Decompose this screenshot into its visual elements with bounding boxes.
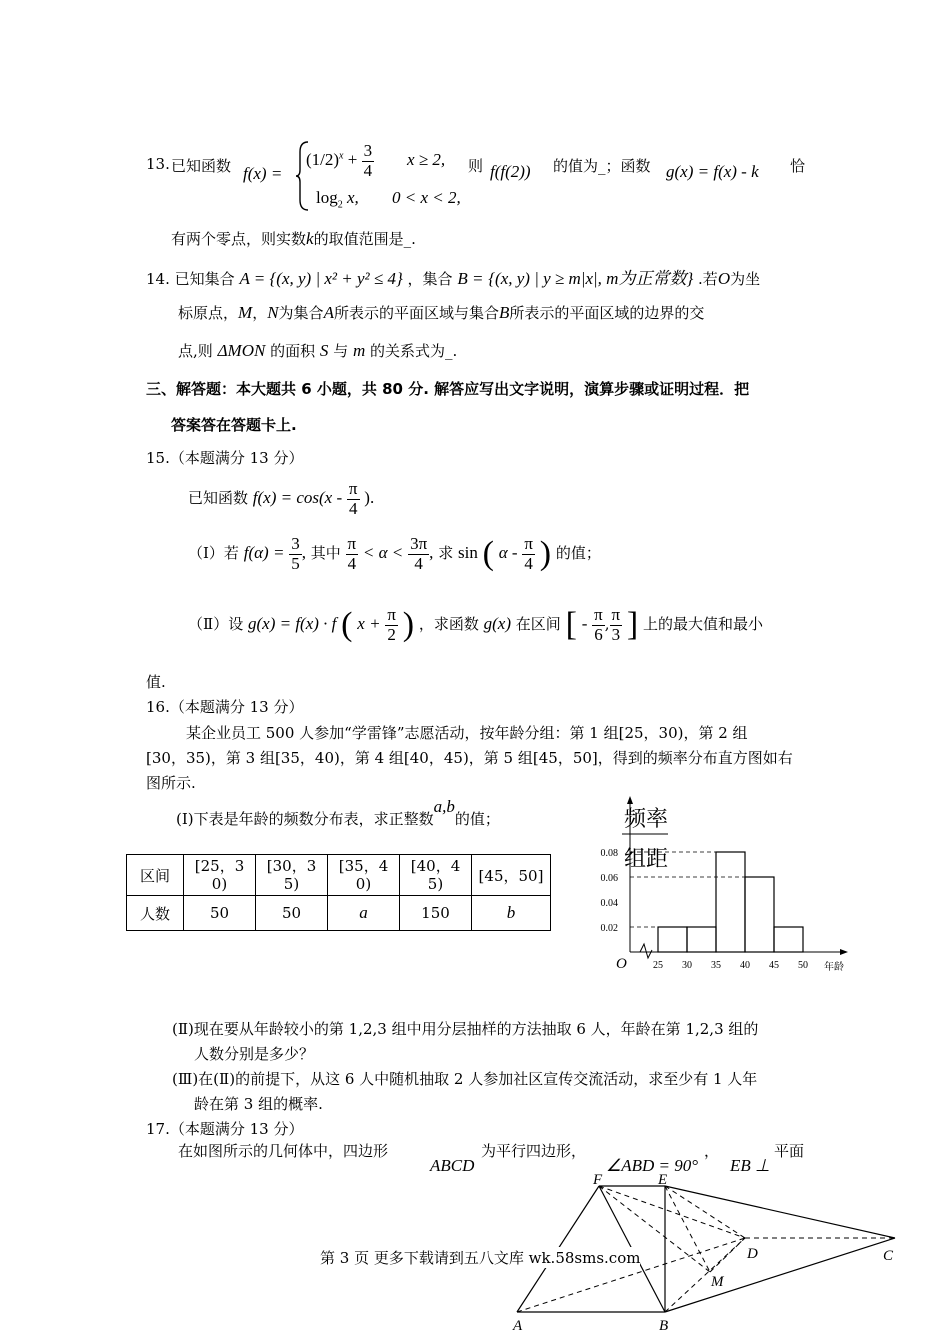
q17-abcd: ABCD [430, 1156, 475, 1175]
table-row-label: 人数 [127, 896, 184, 931]
q17-line1-d: 平面 [774, 1142, 805, 1160]
q15-p1-comma2: , [429, 543, 434, 563]
q17-eb: EB ⊥ [730, 1156, 770, 1175]
q14-number: 14. [146, 270, 170, 288]
q14-line2 [178, 302, 704, 323]
interval-3-bottom: 0) [355, 875, 372, 893]
q17-line1-c: ， [704, 1142, 720, 1160]
q14-line1-a: 已知集合 [174, 270, 235, 288]
table-count-1: 50 [184, 896, 256, 931]
frequency-table [126, 854, 551, 931]
q13-frac-den: 4 [363, 160, 373, 180]
q15-p1-lparen: ( [482, 535, 494, 573]
edge-ed [665, 1186, 745, 1238]
histogram-bar [716, 852, 745, 952]
x-tick-label: 50 [798, 960, 808, 971]
axis-break [640, 944, 652, 958]
q13-line2 [171, 228, 416, 249]
q14-line3-c: 与 [333, 342, 349, 360]
edge-bc [665, 1238, 895, 1312]
q14-line1-c: .若 [698, 270, 718, 288]
q15-def-four: 4 [348, 498, 358, 518]
q14-line1-d: 为坐 [730, 270, 761, 288]
q15-p2-frac-6 [592, 606, 605, 644]
q16-p3-line1: (Ⅲ)在(Ⅱ)的前提下，从这 6 人中随机抽取 2 人参加社区宣传交流活动，求至少有 1 人年 [172, 1070, 758, 1088]
q15-p1-frac-pi [346, 535, 359, 573]
frequency-histogram [590, 790, 860, 980]
table-count-5: b [472, 896, 551, 931]
q17-line1-b: 为平行四边形， [481, 1142, 587, 1160]
q16-p2-line1: (Ⅱ)现在要从年龄较小的第 1,2,3 组中用分层抽样的方法抽取 6 人，年龄在第 1,2,3 组的 [172, 1020, 759, 1038]
q15-p2-tail: 上的最大值和最小 [643, 615, 764, 634]
q15-p1 [188, 535, 601, 573]
histogram-bar [687, 927, 716, 952]
label-m: M [711, 1274, 724, 1290]
q16-p1 [176, 797, 500, 829]
x-axis-label: 年龄 [824, 962, 844, 973]
q15-p1-lt: < α < [362, 543, 404, 563]
y-axis-label-top: 频率 [624, 807, 669, 832]
x-tick-label: 25 [653, 960, 663, 971]
x-tick-label: 45 [769, 960, 779, 971]
q15-p2-frac-3 [610, 606, 623, 644]
q15-p2-six: 6 [594, 624, 603, 644]
q15-p2-pi: π [387, 605, 396, 624]
q15-p2-pi3: π [611, 605, 621, 624]
table-count-3: a [328, 896, 400, 931]
y-tick-label: 0.04 [600, 898, 618, 909]
edge-fd [599, 1186, 745, 1238]
q13-case1-cond [407, 150, 445, 170]
table-count-4: 150 [400, 896, 472, 931]
q13-case2-cond: 0 < x < 2, [392, 188, 461, 207]
q14-line3 [178, 340, 457, 361]
q14-line2-d: 所表示的平面区域的边界的交 [509, 304, 705, 322]
page-footer: 第 3 页 更多下载请到五八文库 wk.58sms.com [320, 1249, 641, 1267]
q16-p1-b: 的值； [454, 810, 500, 828]
label-c: C [883, 1248, 894, 1264]
q16-header: 16.（本题满分 13 分） [146, 698, 304, 716]
q17-line1-a: 在如图所示的几何体中，四边形 [178, 1142, 389, 1160]
label-e: E [658, 1172, 668, 1188]
q16-p1-ab: a,b [433, 797, 455, 816]
q16-intro2: [30，35)，第 3 组[35，40)，第 4 组[40，45)，第 5 组[45，50]，得到的频率分布直方图如右 [146, 749, 793, 767]
q15-p1-label: （Ⅰ）若 [188, 544, 239, 563]
q14-comma: ， [252, 304, 268, 322]
q16-p2-line2: 人数分别是多少？ [194, 1045, 315, 1063]
q14-line1-b: ，集合 [407, 270, 453, 288]
q15-p1-end: 的值； [555, 544, 601, 563]
q15-p1-den: 5 [291, 553, 300, 573]
interval-2-bottom: 5) [283, 875, 300, 893]
q13-gx: g(x) = f(x) - k [666, 162, 759, 181]
q14-line2-b: 为集合 [278, 304, 324, 322]
histogram-bar [774, 927, 803, 952]
histogram-bar [658, 927, 687, 952]
q13-case1-base: (1/2) [306, 150, 340, 170]
table-interval-4 [400, 855, 472, 896]
section3-line2: 答案答在答题卡上. [171, 416, 297, 434]
q14-set-b: {(x, y) | y ≥ m|x|, m为正常数} [488, 269, 694, 288]
q13-log-base: 2 [337, 199, 343, 211]
table-interval-3 [328, 855, 400, 896]
q15-p2-rbracket: ] [626, 606, 639, 644]
q15-p2-xplus: x + [357, 614, 381, 634]
label-f: F [593, 1172, 603, 1188]
q16-p1-a: (Ⅰ)下表是年龄的频数分布表，求正整数 [176, 810, 434, 828]
q15-def-pi: π [348, 479, 358, 498]
q14-line2-a: 标原点， [178, 304, 239, 322]
interval-2-top: [30，3 [266, 857, 317, 875]
q15-p1-3pi: 3π [410, 534, 428, 553]
q15-header: 15.（本题满分 13 分） [146, 449, 304, 467]
table-header-row [127, 855, 551, 896]
q17-header: 17.（本题满分 13 分） [146, 1120, 304, 1138]
q15-p2-three: 3 [611, 624, 621, 644]
q13-case1-exp: x [339, 150, 344, 162]
q15-p2-find: ，求函数 [418, 615, 479, 634]
table-count-row [127, 896, 551, 931]
q14-m: m [352, 341, 366, 360]
q14-line2-c: 所表示的平面区域与集合 [333, 304, 499, 322]
x-tick-label: 40 [740, 960, 750, 971]
q14-a: A [323, 303, 334, 322]
q15-p1-find: 求 [438, 544, 454, 563]
table-interval-5 [472, 855, 551, 896]
interval-3-top: [35，4 [338, 857, 389, 875]
q15-def-fx: f(x) = cos(x - [252, 488, 343, 508]
q15-def [188, 480, 374, 518]
histogram-bar [745, 877, 774, 952]
q15-p2-lbracket: [ [565, 606, 577, 644]
q13-line2-a: 有两个零点，则实数 [171, 230, 307, 248]
q13-value-of: 的值为_；函数 [553, 157, 651, 175]
q15-p1-f: f(α) = [243, 543, 285, 563]
q15-p2-rparen: ) [402, 606, 415, 644]
label-d: D [747, 1246, 758, 1262]
interval-1-bottom: 0) [211, 875, 228, 893]
q15-p1-rparen: ) [539, 535, 552, 573]
q14-mon: ΔMON [217, 341, 266, 360]
q13-case1-cond-text: x ≥ 2, [407, 150, 446, 169]
q15-p2-end: 值. [146, 673, 166, 691]
q15-p1-where: 其中 [310, 544, 341, 563]
label-b: B [659, 1318, 669, 1334]
q14-line3-b: 的面积 [270, 342, 316, 360]
edge-bd [665, 1238, 745, 1312]
q13-log-var: x, [346, 188, 359, 207]
label-a: A [513, 1318, 523, 1334]
q16-intro3: 图所示. [146, 774, 196, 792]
q15-p2-minus: - [581, 614, 588, 634]
interval-1-top: [25，3 [194, 857, 245, 875]
q15-p1-alpha: α - [498, 543, 518, 563]
q15-p1-comma: , [301, 543, 306, 563]
q14-m-point: M [238, 303, 253, 322]
interval-4-bottom: 5) [427, 875, 444, 893]
q14-set-b-name: B = [457, 269, 484, 288]
y-tick-label: 0.02 [600, 923, 618, 934]
q13-ffx: f(f(2)) [490, 162, 531, 181]
q14-set-a: A = {(x, y) | x² + y² ≤ 4} [239, 269, 403, 288]
interval-5-top: [45，50] [478, 866, 544, 885]
q13-qia: 恰 [790, 157, 806, 175]
q14-line3-a: 点,则 [178, 342, 213, 360]
q15-p2-lparen: ( [341, 606, 353, 644]
q15-def-a: 已知函数 [188, 489, 249, 508]
q13-case2 [316, 188, 359, 210]
q14-o: O [717, 269, 731, 288]
q15-p1-frac-pi2 [522, 535, 535, 573]
y-tick-label: 0.06 [600, 873, 618, 884]
q14-s: S [319, 341, 329, 360]
table-interval-1 [184, 855, 256, 896]
y-axis-arrow [627, 796, 633, 804]
y-tick-label: 0.08 [600, 848, 618, 859]
q13-prefix: 已知函数 [171, 157, 232, 175]
q16-p3-line2: 龄在第 3 组的概率. [194, 1095, 323, 1113]
q15-p2-label: （Ⅱ）设 [188, 615, 244, 634]
q14-n-point: N [267, 303, 279, 322]
q13-frac-num: 3 [363, 141, 373, 160]
origin-label: O [616, 956, 627, 972]
edge-ec [665, 1186, 895, 1238]
section3-line1: 三、解答题：本大题共 6 小题，共 80 分. 解答应写出文字说明，演算步骤或证明过程．把 [146, 380, 750, 398]
q15-p1-sin: sin [457, 543, 478, 563]
q13-log: log [316, 188, 338, 207]
q15-p2-interval: 在区间 [515, 615, 561, 634]
q16-intro1: 某企业员工 500 人参加“学雷锋”志愿活动，按年龄分组：第 1 组[25，30)，第 2 组 [186, 724, 748, 742]
q13-case1-plus: + [347, 150, 358, 170]
q15-p2: （Ⅱ）设 g(x) = f(x) · f ( x + $\frac{\pi}{2}$ ) ，求函数 g(x) 在区间 [ - $\frac{\pi}{6}$ , $\frac{\pi}{3}$ ] 上的最大值和最小 [188, 605, 764, 644]
q15-p2-pi6: π [594, 605, 603, 624]
interval-4-top: [40，4 [410, 857, 461, 875]
q15-p1-frac-3pi [408, 535, 429, 573]
q13-then: 则 [468, 157, 484, 175]
q15-p1-pi2: π [524, 534, 533, 553]
q13-number: 13. [146, 155, 170, 173]
q15-p1-four3: 4 [524, 553, 533, 573]
q15-def-frac [347, 480, 360, 518]
x-tick-label: 30 [682, 960, 692, 971]
q15-p1-four: 4 [347, 553, 357, 573]
edge-em [665, 1186, 710, 1272]
table-header-label: 区间 [127, 855, 184, 896]
q17-angle: ∠ABD = 90° [606, 1156, 699, 1175]
q13-line2-b: 的取值范围是_. [313, 230, 416, 248]
q15-def-close: ). [364, 488, 375, 508]
x-tick-label: 35 [711, 960, 721, 971]
q13-case1 [306, 142, 374, 180]
x-axis-arrow [840, 949, 848, 955]
q13-fx: f(x) = [243, 164, 283, 183]
q15-p1-frac [289, 535, 302, 573]
q14-line3-d: 的关系式为_. [370, 342, 458, 360]
q14-b: B [498, 303, 510, 322]
q15-p2-g: g(x) = f(x) · f [247, 614, 337, 634]
y-axis-label-bottom: 组距 [624, 847, 669, 872]
q15-p1-four2: 4 [414, 553, 423, 573]
q15-p2-frac [385, 606, 398, 644]
table-interval-2 [256, 855, 328, 896]
table-count-2: 50 [256, 896, 328, 931]
q15-p1-pi: π [347, 534, 357, 553]
q15-p2-gx: g(x) [483, 614, 511, 634]
q13-k: k [306, 229, 314, 248]
q15-p1-num: 3 [291, 534, 300, 553]
q15-p2-two: 2 [387, 624, 396, 644]
q13-case1-frac [362, 142, 375, 180]
q14-line1 [146, 264, 760, 289]
